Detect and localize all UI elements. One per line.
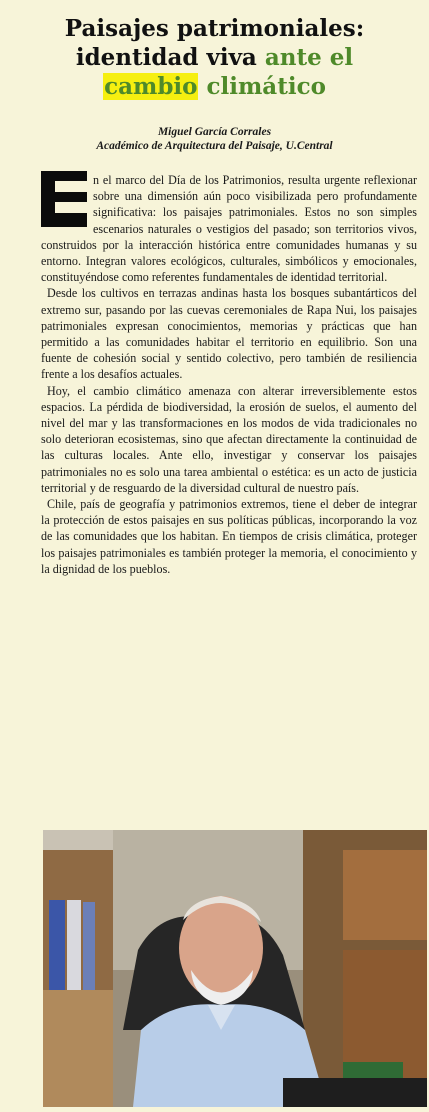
paragraph-2: Desde los cultivos en terrazas andinas hasta los bosques subantárticos del extremo sur, pasando por las cuevas ceremoniales de Rapa Nui, los paisajes patrimoniales expresan conocimientos, memorias y prácticas que han permitido a las comunidades habitar el territorio en equilibrio. Son una fuente de cohesión social y sentido colectivo, pero también de resiliencia frente a los desafíos actuales. xyxy=(41,286,417,382)
paragraph-3: Hoy, el cambio climático amenaza con alterar irreversiblemente estos espacios. La pérdida de biodiversidad, la erosión de suelos, el aumento del nivel del mar y las transformaciones en los modos de vida tradicionales no solo deterioran ecosistemas, sino que afectan directamente la continuidad de las culturas locales. Ante ello, investigar y conservar los paisajes patrimoniales no es solo una tarea ambiental o estética: es un acto de justicia territorial y de resguardo de la diversidad cultural de nuestro país. xyxy=(41,383,417,495)
article-body xyxy=(41,172,417,577)
author-photo xyxy=(43,830,427,1107)
headline-line-2 xyxy=(10,43,419,72)
headline-line-1: Paisajes patrimoniales: xyxy=(64,15,365,42)
headline-line-3 xyxy=(10,72,419,101)
byline xyxy=(10,125,419,153)
headline xyxy=(10,14,419,101)
drop-cap xyxy=(41,175,87,227)
paragraph-4: Chile, país de geografía y patrimonios extremos, tiene el deber de integrar la protección de estos paisajes en sus políticas públicas, incorporando la voz de las comunidades que los habitan. En tiempos de crisis climática, proteger los paisajes patrimoniales es también proteger la memoria, el conocimiento y la dignidad de los pueblos. xyxy=(41,497,417,576)
paragraph-1 xyxy=(41,172,417,285)
paragraph-1-text: n el marco del Día de los Patrimonios, resulta urgente reflexionar sobre una dimensión aún poco visibilizada pero profundamente significativa: los paisajes patrimoniales. Estos no son simples escenarios naturales o vestigios del pasado; son territorios vivos, construidos por la interacción histórica entre comunidades humanas y su entorno. Integran valores ecológicos, culturales, simbólicos y emocionales, constituyéndose como referentes fundamentales de identidad territorial. xyxy=(41,173,417,285)
author-name: Miguel García Corrales xyxy=(157,126,272,138)
headline-line-3-green: climático xyxy=(198,73,326,100)
headline-line-2-black: identidad viva xyxy=(75,44,265,71)
author-photo-image xyxy=(43,830,427,1107)
headline-highlighted-word: cambio xyxy=(104,73,198,100)
author-role: Académico de Arquitectura del Paisaje, U.Central xyxy=(96,140,333,152)
headline-line-2-green: ante el xyxy=(264,44,354,71)
